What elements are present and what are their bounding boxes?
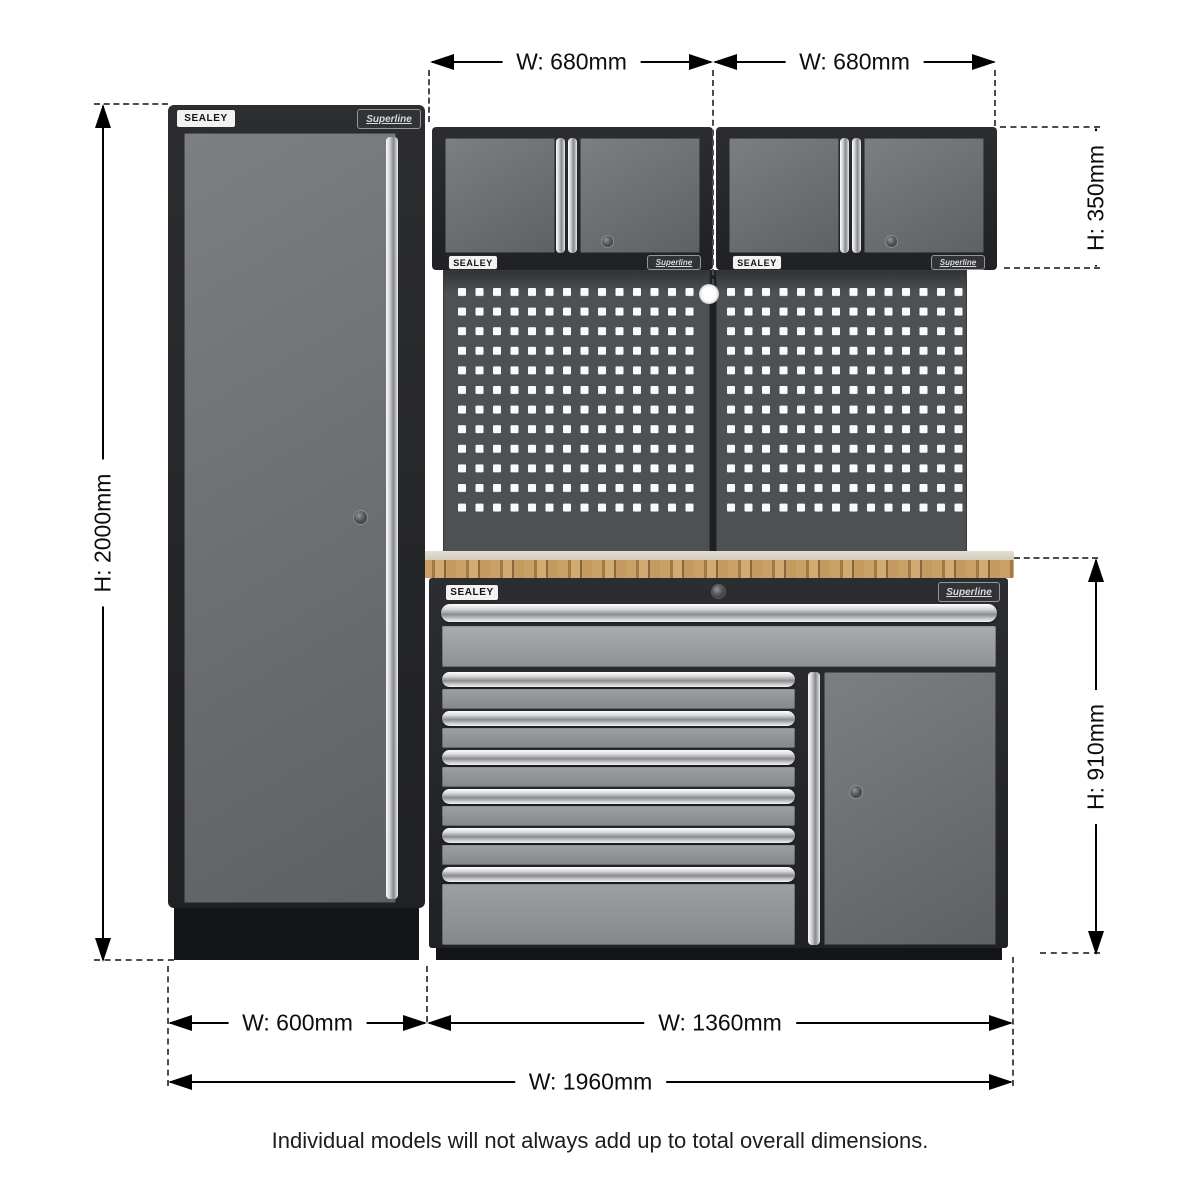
guide-dash: [1004, 267, 1100, 269]
guide-dash: [994, 70, 996, 126]
wall-cabinet-left: [432, 127, 713, 270]
arrow-left-icon: [427, 1015, 451, 1031]
pegboard-holes: [727, 288, 968, 517]
top-drawer-front: [442, 626, 996, 667]
superline-badge: Superline: [931, 255, 985, 270]
worktop-plywood-edge: [422, 560, 1014, 578]
wall-cabinet-right-handle: [852, 138, 861, 253]
dim-label: W: 600mm: [228, 1008, 367, 1039]
drawer-handle: [442, 867, 795, 882]
worktop: [422, 551, 1014, 578]
guide-dash: [1014, 557, 1098, 559]
dim-label: H: 2000mm: [88, 460, 119, 607]
keyhole: [354, 511, 367, 524]
keyhole: [602, 236, 613, 247]
arrow-right-icon: [989, 1015, 1013, 1031]
arrow-left-icon: [713, 54, 737, 70]
superline-badge: Superline: [938, 582, 1000, 602]
worktop-surface: [422, 551, 1014, 560]
wall-cabinet-left-door-left: [445, 138, 555, 253]
dim-label: H: 910mm: [1081, 689, 1112, 823]
keyhole: [886, 236, 897, 247]
superline-badge: Superline: [357, 109, 421, 129]
arrow-left-icon: [430, 54, 454, 70]
dim-label: W: 1360mm: [644, 1008, 796, 1039]
base-unit: [429, 578, 1008, 948]
dim-base-unit-width: [427, 1009, 1013, 1036]
tall-cabinet-plinth: [174, 908, 419, 960]
sealey-badge: SEALEY: [732, 255, 782, 270]
pegboard-holes: [458, 288, 699, 517]
cupboard-handle: [808, 672, 820, 945]
dim-label: W: 680mm: [785, 47, 924, 78]
wall-cabinet-right-door-right: [864, 138, 984, 253]
drawer-front: [442, 767, 795, 787]
sealey-badge: SEALEY: [176, 109, 236, 128]
arrow-up-icon: [1088, 558, 1104, 582]
arrow-left-icon: [168, 1074, 192, 1090]
drawer-front: [442, 845, 795, 865]
wall-cabinet-right-handle: [840, 138, 849, 253]
superline-badge: Superline: [647, 255, 701, 270]
keyhole: [712, 585, 725, 598]
guide-dash: [1000, 126, 1100, 128]
tall-cabinet-handle: [386, 137, 398, 899]
drawer-handle: [442, 711, 795, 726]
arrow-right-icon: [972, 54, 996, 70]
disclaimer-text: Individual models will not always add up to total overall dimensions.: [271, 1128, 929, 1153]
dim-tall-cabinet-width: [168, 1009, 427, 1036]
drawer-handle: [442, 789, 795, 804]
pegboard-mounting-hole: [699, 284, 719, 304]
arrow-right-icon: [403, 1015, 427, 1031]
arrow-right-icon: [689, 54, 713, 70]
dim-label: H: 350mm: [1081, 130, 1112, 264]
sealey-badge: SEALEY: [448, 255, 498, 270]
sealey-badge: SEALEY: [445, 584, 499, 601]
wall-cabinet-left-handle: [568, 138, 577, 253]
guide-dash: [428, 70, 430, 122]
wall-cabinet-right: [716, 127, 997, 270]
pegboard-panel-left: [443, 270, 710, 557]
drawer-handle: [442, 750, 795, 765]
guide-dash: [712, 70, 714, 285]
drawer-front-deep: [442, 884, 795, 945]
dim-overall-width: [168, 1068, 1013, 1095]
tall-cabinet: [168, 105, 425, 908]
dim-label: W: 1960mm: [515, 1067, 667, 1098]
drawer-handle: [442, 828, 795, 843]
pegboard-panel-right: [716, 270, 967, 557]
arrow-down-icon: [95, 938, 111, 962]
base-unit-plinth: [436, 948, 1002, 960]
top-drawer-handle: [441, 604, 997, 622]
dim-wall-cabinet-right-width: [713, 48, 996, 75]
drawer-handle: [442, 672, 795, 687]
cupboard-door: [824, 672, 996, 945]
dim-base-unit-height: [1082, 558, 1109, 955]
dim-wall-cabinet-height: [1082, 127, 1109, 268]
wall-cabinet-left-door-right: [580, 138, 700, 253]
drawer-front: [442, 728, 795, 748]
wall-cabinet-right-door-left: [729, 138, 839, 253]
arrow-left-icon: [168, 1015, 192, 1031]
guide-dash: [426, 966, 428, 1022]
keyhole: [850, 786, 862, 798]
drawer-front: [442, 689, 795, 709]
dim-label: W: 680mm: [502, 47, 641, 78]
dim-wall-cabinet-left-width: [430, 48, 713, 75]
arrow-down-icon: [1088, 931, 1104, 955]
pegboard-divider: [710, 270, 716, 557]
dim-overall-height: [89, 104, 116, 962]
arrow-up-icon: [95, 104, 111, 128]
arrow-right-icon: [989, 1074, 1013, 1090]
drawer-front: [442, 806, 795, 826]
wall-cabinet-left-handle: [556, 138, 565, 253]
